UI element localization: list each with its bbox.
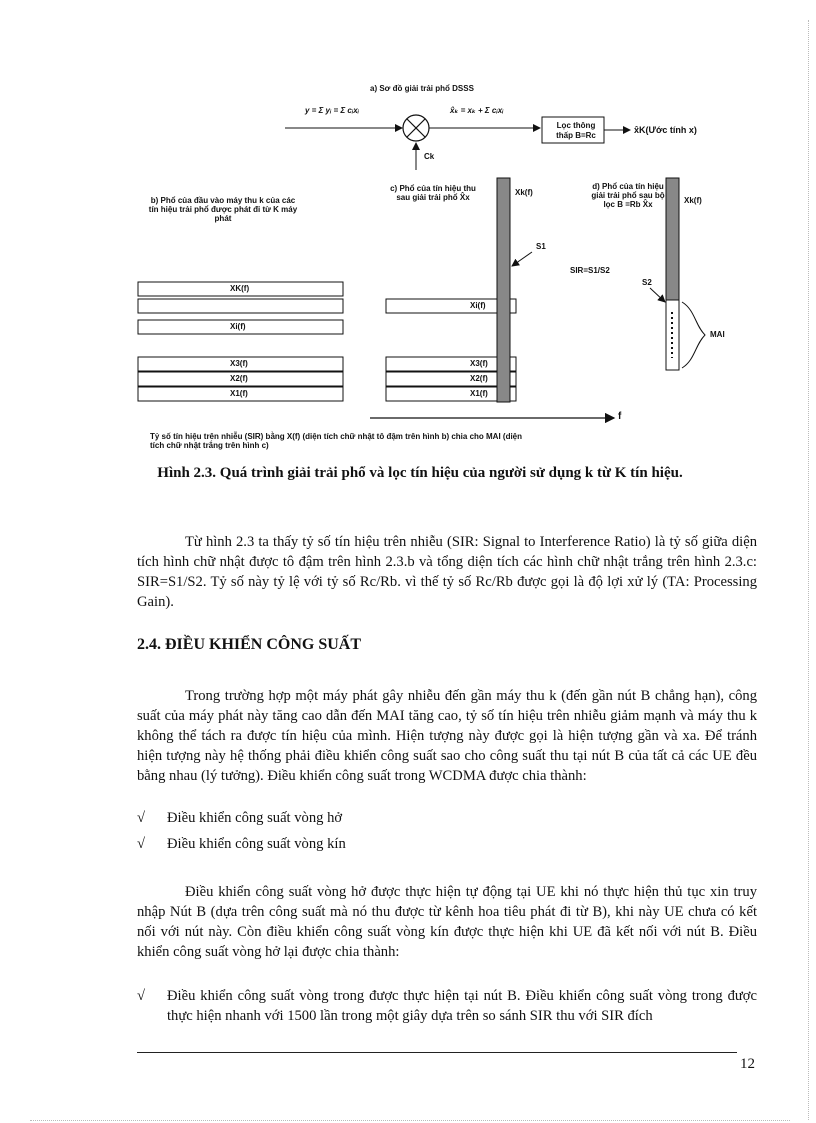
panel-d-label: d) Phổ của tín hiệu giải trải phổ sau bộ lọc B =Rb X̂x bbox=[591, 182, 665, 209]
bullet-inner-loop-text: Điều khiển công suất vòng trong được thực hiện tại nút B. Điều khiển công suất vòng trong được thực hiện nhanh với 1500 lần trong một giây dựa trên so sánh SIR thu với SIR đích bbox=[167, 988, 757, 1024]
band-xi-c-label: Xi(f) bbox=[470, 301, 486, 310]
s2-label: S2 bbox=[642, 278, 652, 287]
bullet-closed-loop-text: Điều khiển công suất vòng kín bbox=[167, 836, 346, 852]
paragraph-power-control: Trong trường hợp một máy phát gây nhiễu đến gần máy thu k (đến gần nút B chẳng hạn), công suất của máy phát này tăng cao dẫn đến MAI tăng cao, tỷ số tín hiệu trên nhiễu giảm mạnh và máy thu k không thể tách ra được tín hiệu của mình. Hiện tượng này được gọi là hiện tượng gần và xa. Để tránh hiện tượng này hệ thống phải điều khiển công suất sao cho công suất thu tại nút B của tất cả các UE đều bằng nhau (lý tưởng). Điều khiển công suất trong WCDMA được chia thành: bbox=[137, 688, 757, 784]
equation-y: y = Σ yᵢ = Σ cᵢxᵢ bbox=[305, 106, 360, 115]
paragraph-sir: Từ hình 2.3 ta thấy tỷ số tín hiệu trên nhiễu (SIR: Signal to Interference Ratio) là tỷ số giữa diện tích hình chữ nhật được tô đậm trên hình 2.3.b và tổng diện tích các hình chữ nhật trắng trên hình 2.3.c: SIR=S1/S2. Tỷ số này tỷ lệ với tỷ số Rc/Rb. vì thế tỷ số Rc/Rb được gọi là độ lợi xử lý (TA: Processing Gain). bbox=[137, 534, 757, 610]
page-number: 12 bbox=[740, 1056, 755, 1072]
check-icon: √ bbox=[137, 988, 146, 1004]
filter-label-2: thấp B=Rc bbox=[556, 131, 596, 140]
band-xk-label: XK(f) bbox=[230, 284, 250, 293]
code-label: Ck bbox=[424, 152, 435, 161]
panel-b-label: b) Phổ của đầu vào máy thu k của các tín hiệu trải phổ được phát đi từ K máy phát bbox=[148, 196, 298, 223]
check-icon: √ bbox=[137, 810, 146, 826]
figure-caption: Hình 2.3. Quá trình giải trải phổ và lọc tín hiệu của người sử dụng k từ K tín hiệu. bbox=[157, 465, 683, 481]
despread-signal-bar bbox=[497, 178, 510, 402]
bullet-inner-loop bbox=[137, 986, 757, 1046]
bullet-closed-loop bbox=[137, 834, 757, 854]
page-right-border bbox=[808, 20, 809, 1120]
axis-f-label: f bbox=[618, 411, 622, 422]
xk-c-label: Xk(f) bbox=[515, 188, 533, 197]
mai-label: MAI bbox=[710, 330, 725, 339]
s1-pointer bbox=[512, 252, 532, 266]
band-x3-c-label: X3(f) bbox=[470, 359, 488, 368]
filtered-signal-bar bbox=[666, 178, 679, 300]
output-label: x̂K(Ước tính x) bbox=[634, 125, 697, 135]
figure-note: Tỷ số tín hiệu trên nhiễu (SIR) bằng X(f) (diện tích chữ nhật tô đậm trên hình b) chia cho MAI (diện tích chữ nhật trắng trên hình c) bbox=[150, 432, 523, 450]
sir-label: SIR=S1/S2 bbox=[570, 266, 610, 275]
band-x2-c-label: X2(f) bbox=[470, 374, 488, 383]
band-xi-label: Xi(f) bbox=[230, 322, 246, 331]
panel-c-label: c) Phổ của tín hiệu thu sau giải trải phổ X̂x bbox=[390, 184, 476, 202]
bullet-open-loop bbox=[137, 808, 757, 828]
mai-residual bbox=[666, 300, 679, 370]
paragraph-open-closed-loop: Điều khiển công suất vòng hở được thực hiện tự động tại UE khi nó thực hiện thủ tục xin truy nhập Nút B (dựa trên công suất mà nó thu được từ kênh hoa tiêu phát đi từ B), khi này UE chưa có kết nối với nút này. Còn điều khiển công suất vòng kín được thực hiện khi UE đã kết nối với nút B. Điều khiển công suất vòng hở lại được chia thành: bbox=[137, 884, 757, 960]
s1-label: S1 bbox=[536, 242, 546, 251]
band-x3-label: X3(f) bbox=[230, 359, 248, 368]
section-heading: 2.4. ĐIỀU KHIỂN CÔNG SUẤT bbox=[137, 636, 362, 653]
footer-rule bbox=[137, 1052, 737, 1053]
filter-label-1: Lọc thông bbox=[556, 121, 596, 130]
equation-x: x̂ₖ = xₖ + Σ cᵢxᵢ bbox=[450, 106, 504, 115]
mai-brace bbox=[682, 302, 705, 368]
title-a: a) Sơ đồ giải trải phổ DSSS bbox=[370, 84, 474, 93]
band-x2-label: X2(f) bbox=[230, 374, 248, 383]
xk-d-label: Xk(f) bbox=[684, 196, 702, 205]
check-icon: √ bbox=[137, 836, 146, 852]
band-x1-label: X1(f) bbox=[230, 389, 248, 398]
band-x1-c-label: X1(f) bbox=[470, 389, 488, 398]
bullet-open-loop-text: Điều khiển công suất vòng hở bbox=[167, 810, 343, 826]
s2-pointer bbox=[650, 288, 665, 302]
figure-despreading bbox=[120, 70, 740, 460]
page-bottom-border bbox=[30, 1120, 790, 1121]
